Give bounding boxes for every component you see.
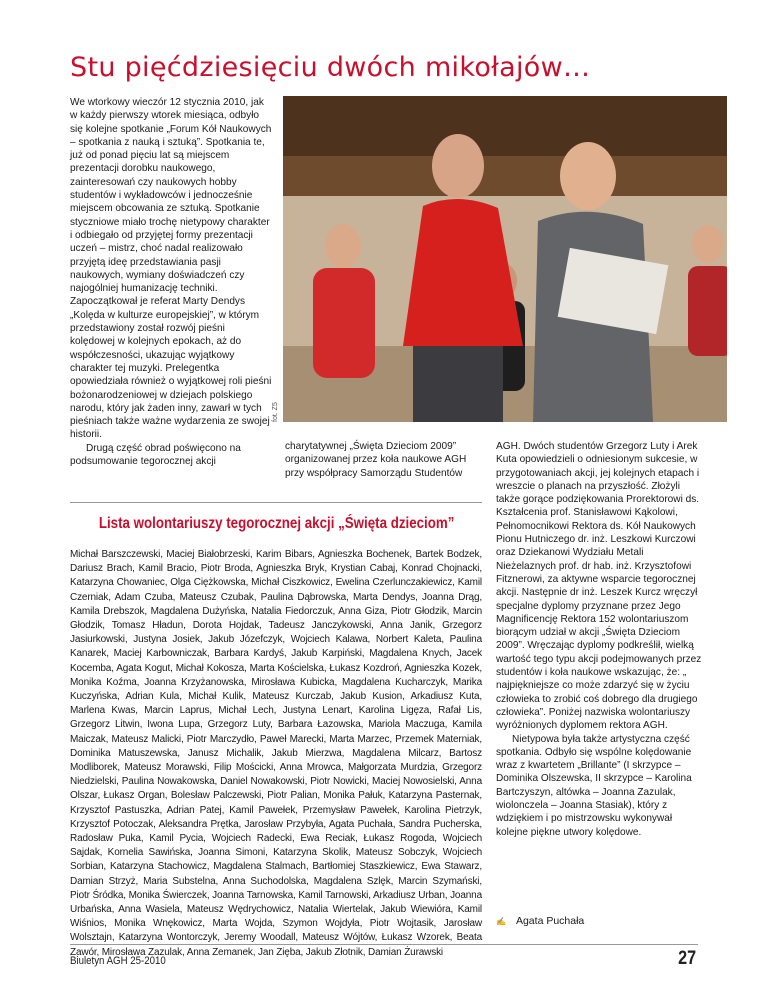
footer-divider [70,944,698,945]
footer-publication: Biuletyn AGH 25-2010 [70,955,166,967]
author-name: Agata Puchała [515,915,585,927]
photo-credit: fot. Z5 [272,402,279,422]
list-divider [70,502,482,503]
right-column [496,440,704,839]
right-paragraph-1: AGH. Dwóch studentów Grzegorz Luty i Arek Kuta opowiedzieli o odniesionym sukcesie, w przygotowaniach akcji, jej kolejnych etapach i wreszcie o planach na przyszłość. Złożyli także gorące podziękowania Prorektorowi ds. Kształcenia prof. Stanisławowi Kąkolowi, Pełnomocnikowi Rektora ds. Kół Naukowych Pionu Hutniczego dr. inż. Leszkowi Kurczowi oraz Dziekanowi Wydziału Metali Nieżelaznych prof. dr hab. inż. Krzysztofowi Fitznerowi, za aktywne wsparcie tegorocznej akcji. Następnie dr inż. Leszek Kurcz wręczył specjalne dyplomy przyznane przez Jego Magnificencję Rektora 152 wolontariuszom biorącym udział w akcji „Święta Dzieciom 2009”. Wręczając dyplomy podkreślił, wielką wartość tego typu akcji podejmowanych przez studentów i koła naukowe wskazując, że: „ najpiękniejsze co może zdarzyć się w życiu człowieka to zrobić coś dobrego dla drugiego człowieka”. Poniżej nazwiska wolontariuszy wyróżnionych dyplomem rektora AGH. [496,441,702,732]
page-number: 27 [678,948,696,969]
middle-column [285,440,485,480]
author-signature [496,915,584,927]
event-photo [283,96,727,422]
second-paragraph: Drugą część obrad poświęcono na podsumowanie tegorocznej akcji [70,442,241,468]
photo-illustration [283,96,727,422]
middle-paragraph: charytatywnej „Święta Dzieciom 2009” organizowanej przez koła naukowe AGH przy współpracy Samorządu Studentów [285,441,467,479]
left-column [70,96,272,468]
volunteer-names-text: Michał Barszczewski, Maciej Białobrzeski, Karim Bibars, Agnieszka Bochenek, Bartek Bodzek, Dariusz Brach, Kamil Bracio, Piotr Broda, Agnieszka Bryk, Krystian Cabaj, Konrad Chojnacki, Katarzyna Chowaniec, Olga Ciężkowska, Michał Ciszkowicz, Ewelina Czerlunczakiewicz, Kamil Czerniak, Adam Czuba, Mateusz Czubak, Paulina Dąbrowska, Marta Dendys, Joanna Drąg, Kamila Drebszok, Magdalena Dużyńska, Natalia Fiedorczuk, Anna Giza, Piotr Głodzik, Marcin Głodzik, Tomasz Hładun, Dorota Hojdak, Tadeusz Janczykowski, Anna Janik, Grzegorz Jasiurkowski, Justyna Josiek, Jakub Józefczyk, Wojciech Kalawa, Norbert Kaleta, Paulina Kanarek, Maciej Karbowniczak, Barbara Kardyś, Jakub Karpiński, Magdalena Knych, Jacek Kocemba, Agata Kogut, Michał Kokosza, Marta Kościelska, Łukasz Kozdroń, Agnieszka Kozek, Monika Koźma, Joanna Krzyżanowska, Mirosława Kubicka, Magdalena Kucharczyk, Marika Kuczyńska, Adrian Kula, Michał Kulik, Mateusz Kurczab, Jakub Kusion, Arkadiusz Kuta, Marlena Kwas, Marcin Laprus, Michał Lech, Justyna Lenart, Karolina Ligęza, Rafał Lis, Grzegorz Litwin, Iwona Lupa, Grzegorz Luty, Barbara Łazowska, Mariola Maczuga, Kamila Maiczak, Mateusz Malicki, Piotr Marczydło, Paweł Marecki, Marta Marzec, Przemek Materniak, Dominika Matuszewska, Janusz Michalik, Jakub Mierzwa, Magdalena Milcarz, Bartosz Modliborek, Mateusz Morawski, Filip Mościcki, Anna Mrowca, Małgorzata Murdzia, Grzegorz Niedzielski, Paulina Nowakowska, Daniel Nowakowski, Piotr Nowicki, Maciej Nowosielski, Anna Olszar, Łukasz Organ, Bolesław Palczewski, Piotr Palian, Monika Pałuk, Katarzyna Pasternak, Krzysztof Pastuszka, Adrian Patej, Kamil Pawełek, Przemysław Pawełek, Karolina Pietrzyk, Krzysztof Potoczak, Aleksandra Prętka, Jarosław Przybyła, Agata Puchała, Sandra Pucherska, Radosław Puka, Kamil Pycia, Wojciech Radecki, Ewa Reciak, Łukasz Rogoda, Wojciech Sajdak, Kornelia Sawińska, Joanna Simoni, Katarzyna Skolik, Mateusz Sobczyk, Wojciech Sorbian, Katarzyna Stachowicz, Magdalena Stalmach, Bartłomiej Staszkiewicz, Ewa Stawarz, Damian Strzyż, Maria Substelna, Anna Suchodolska, Magdalena Szlęk, Marcin Szymański, Piotr Śródka, Monika Świerczek, Joanna Tarnowska, Kamil Tarnowski, Arkadiusz Urban, Joanna Urbańska, Anna Wasiela, Mateusz Wędrychowicz, Natalia Wiertelak, Jakub Wiewióra, Kamil Wiśnios, Monika Wnękowicz, Marta Wojda, Szymon Wojdyła, Piotr Wojtasik, Jarosław Wolsztajn, Katarzyna Wontorczyk, Jeremy Woodall, Mateusz Wójtów, Łukasz Wzorek, Beata Zawór, Mirosława Zazulak, Anna Zemanek, Jan Zięba, Jakub Złotnik, Damian Żurawski [70,549,482,958]
right-paragraph-2: Nietypowa była także artystyczna część spotkania. Odbyło się wspólne kolędowanie wraz z kwartetem „Brillante” (I skrzypce – Dominika Olszewska, II skrzypce – Karolina Bartczyszyn, altówka – Joanna Zazulak, wiolonczela – Joanna Stasiak), który z wdziękiem i po mistrzowsku wykonywał kolejne piękne utwory kolędowe. [496,733,692,838]
intro-paragraph: We wtorkowy wieczór 12 stycznia 2010, jak w każdy pierwszy wtorek miesiąca, odbyło się kolejne spotkanie „Forum Kół Naukowych – spotkania z nauką i sztuką”. Spotkania te, już od ponad pięciu lat są miejscem prezentacji dorobku naukowego, zainteresowań czy naukowych hobby studentów i wykładowców i jednocześnie miejscem obcowania ze sztuką. Spotkanie styczniowe miało trochę nietypowy charakter i odbiegało od przyjętej formy prezentacji uczeń – mistrz, choć nadal realizowało przyjętą ideę przedstawiania pasji naukowych, wymiany doświadczeń czy najogólniej humanizację techniki. Zapoczątkował je referat Marty Dendys „Kolęda w kulturze europejskiej”, w którym przedstawiony został rozwój pieśni kolędowej w kolejnych epokach, aż do współczesności, ukazując wyjątkowy charakter tej muzyki. Prelegentka opowiedziała również o wyjątkowej roli pieśni bożonarodzeniowej w dziejach polskiego narodu, który jak żaden inny, zawarł w tych pieśniach także ważne wydarzenia ze swojej historii. [70,97,272,441]
article-title: Stu pięćdziesięciu dwóch mikołajów… [70,52,591,83]
pen-icon: ✍ [496,917,506,926]
volunteer-names [70,548,482,960]
volunteer-list-heading: Lista wolontariuszy tegorocznej akcji „Święta dzieciom” [98,515,455,532]
